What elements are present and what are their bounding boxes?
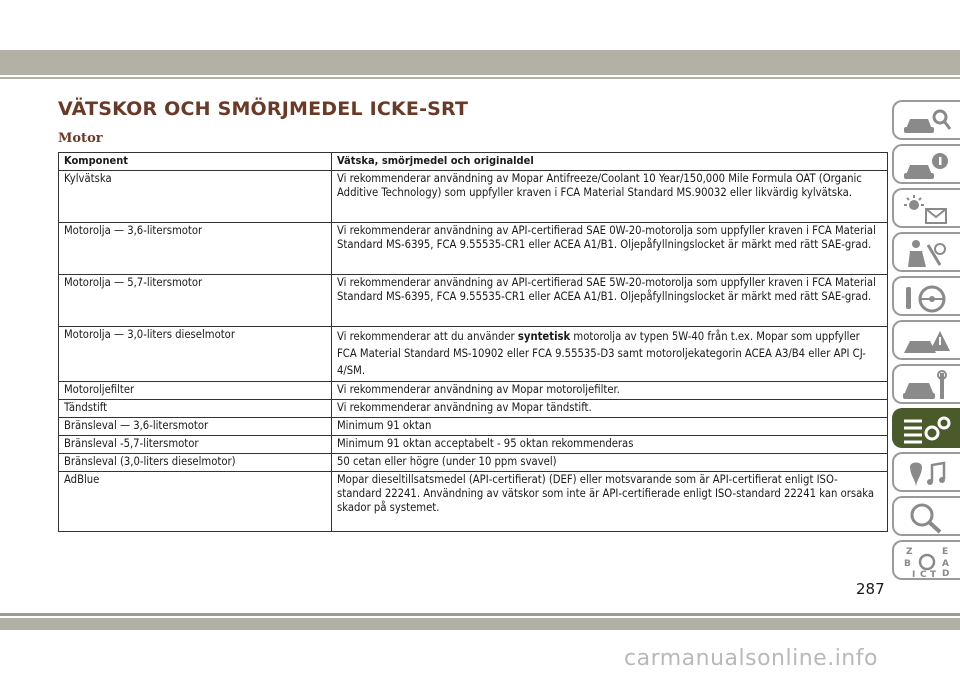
warning-lights-icon — [900, 193, 954, 227]
spec-cell: Vi rekommenderar användning av Mopar motoroljefilter. — [332, 382, 888, 400]
table-row — [59, 327, 888, 382]
table-header-row — [59, 153, 888, 171]
tab-car-search[interactable] — [892, 100, 960, 140]
component-cell: Bränsleval (3,0-liters dieselmotor) — [59, 454, 332, 472]
header-spec: Vätska, smörjmedel och originaldel — [332, 153, 888, 171]
index-letter: C — [920, 570, 927, 579]
spec-text-bold: syntetisk — [517, 330, 571, 343]
index-letter: B — [904, 559, 911, 569]
multimedia-icon — [900, 457, 954, 491]
table-row — [59, 418, 888, 436]
table-row — [59, 400, 888, 418]
airbag-icon — [900, 237, 954, 271]
tab-car-info[interactable] — [892, 144, 960, 184]
index-letter: A — [942, 559, 949, 569]
tab-warning-lights[interactable] — [892, 188, 960, 228]
component-cell: Bränsleval -5,7-litersmotor — [59, 436, 332, 454]
spec-text-post: motorolja av typen 5W-40 från t.ex. Mopar som uppfyller FCA Material Standard MS-10902 eller FCA 9.55535-D3 samt motoroljekategorin ACEA A3/B4 eller API CJ-4/SM. — [337, 330, 866, 377]
index-letter: Z — [906, 547, 913, 557]
spec-cell: Minimum 91 oktan acceptabelt - 95 oktan rekommenderas — [332, 436, 888, 454]
top-rule — [0, 77, 960, 79]
index-letter: E — [942, 547, 949, 557]
spec-cell — [332, 327, 888, 382]
table-row — [59, 454, 888, 472]
section-title: Motor — [58, 131, 103, 146]
fluids-table — [58, 152, 888, 532]
index-letter: D — [942, 569, 950, 579]
spec-cell: Minimum 91 oktan — [332, 418, 888, 436]
component-cell: Motoroljefilter — [59, 382, 332, 400]
alphabet-index-icon — [900, 545, 954, 579]
component-cell: Motorolja — 3,6-litersmotor — [59, 223, 332, 275]
table-row — [59, 275, 888, 327]
watermark: carmanualsonline.info — [624, 646, 878, 671]
car-service-icon — [900, 369, 954, 403]
table-row — [59, 223, 888, 275]
tab-airbag[interactable] — [892, 232, 960, 272]
tab-car-service[interactable] — [892, 364, 960, 404]
spec-cell: Mopar dieseltillsatsmedel (API-certifierat) (DEF) eller motsvarande som är API-certifierat enligt ISO-standard 22241. Användning av vätskor som inte är API-certifierade enligt ISO-standard 22241 kan orsaka skador på systemet. — [332, 472, 888, 532]
index-letter: I — [912, 570, 916, 579]
car-search-icon — [900, 105, 954, 139]
bottom-band — [0, 618, 960, 630]
spec-cell: Vi rekommenderar användning av Mopar tändstift. — [332, 400, 888, 418]
car-info-icon — [900, 149, 954, 183]
component-cell: Kylvätska — [59, 171, 332, 223]
top-band — [0, 50, 960, 75]
tab-roadside[interactable] — [892, 320, 960, 360]
component-cell: Motorolja — 5,7-litersmotor — [59, 275, 332, 327]
table-row — [59, 171, 888, 223]
table-row — [59, 436, 888, 454]
component-cell: Motorolja — 3,0-liters dieselmotor — [59, 327, 332, 382]
tab-steering[interactable] — [892, 276, 960, 316]
bottom-rule — [0, 613, 960, 616]
page-title: VÄTSKOR OCH SMÖRJMEDEL ICKE-SRT — [58, 98, 469, 120]
tab-specifications[interactable] — [892, 408, 960, 448]
component-cell: AdBlue — [59, 472, 332, 532]
table-row — [59, 382, 888, 400]
tab-index-search[interactable] — [892, 496, 960, 536]
tab-multimedia[interactable] — [892, 452, 960, 492]
page-number: 287 — [856, 580, 885, 598]
index-search-icon — [900, 501, 954, 535]
tab-alphabet-index[interactable] — [892, 540, 960, 580]
roadside-warning-icon — [900, 325, 954, 359]
specifications-gear-icon — [900, 413, 954, 447]
steering-wheel-icon — [900, 281, 954, 315]
header-component: Komponent — [59, 153, 332, 171]
spec-cell: 50 cetan eller högre (under 10 ppm svavel) — [332, 454, 888, 472]
index-letter: T — [930, 570, 937, 579]
table-row — [59, 472, 888, 532]
component-cell: Tändstift — [59, 400, 332, 418]
spec-cell: Vi rekommenderar användning av Mopar Antifreeze/Coolant 10 Year/150,000 Mile Formula OAT (Organic Additive Technology) som uppfyller kraven i FCA Material Standard MS.90032 eller likvärdig kylvätska. — [332, 171, 888, 223]
spec-cell: Vi rekommenderar användning av API-certifierad SAE 5W-20-motorolja som uppfyller kraven i FCA Material Standard MS-6395, FCA 9.55535-CR1 eller ACEA A1/B1. Oljepåfyllningslocket är märkt med rätt SAE-grad. — [332, 275, 888, 327]
component-cell: Bränsleval — 3,6-litersmotor — [59, 418, 332, 436]
spec-cell: Vi rekommenderar användning av API-certifierad SAE 0W-20-motorolja som uppfyller kraven i FCA Material Standard MS-6395, FCA 9.55535-CR1 eller ACEA A1/B1. Oljepåfyllningslocket är märkt med rätt SAE-grad. — [332, 223, 888, 275]
spec-text-pre: Vi rekommenderar att du använder — [337, 330, 518, 343]
